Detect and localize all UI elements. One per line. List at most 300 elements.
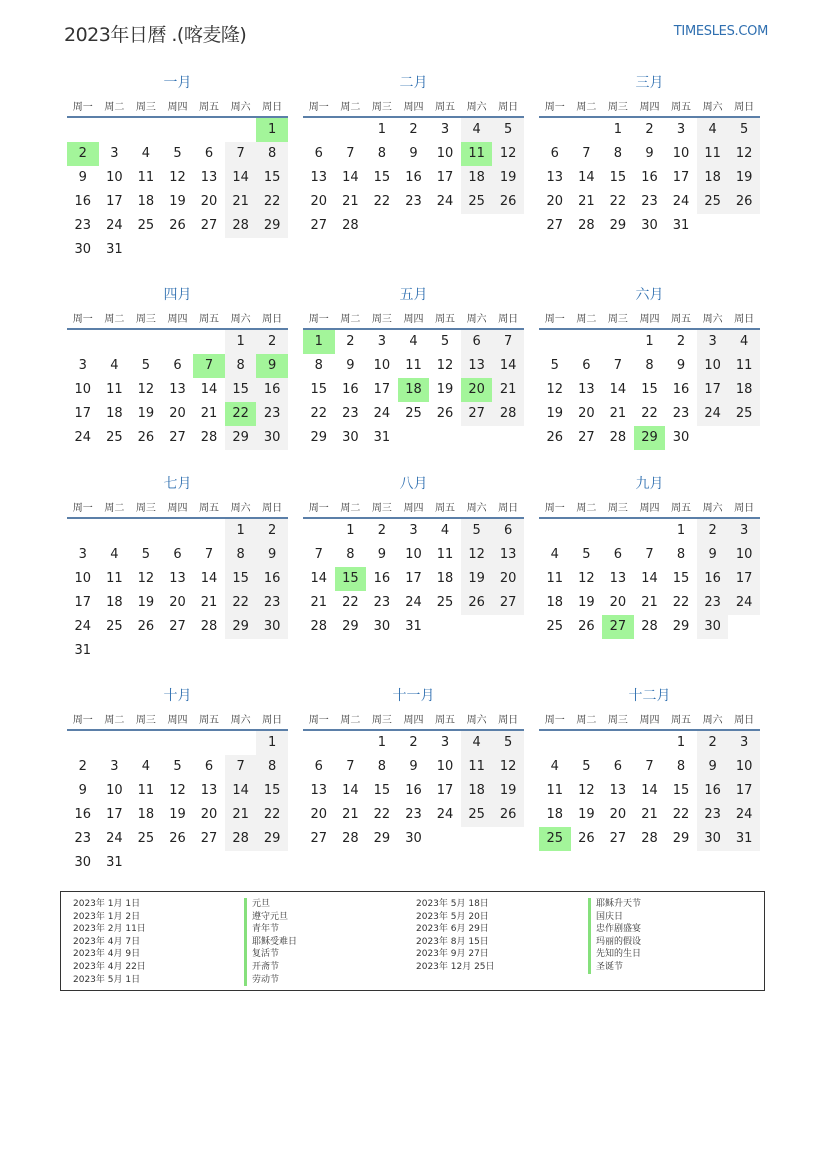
month-block (539, 72, 760, 238)
day-cell: 10 (728, 543, 760, 567)
day-cell: 30 (373, 619, 391, 634)
legend-date: 2023年 4月 22日 (73, 961, 146, 972)
holiday-day-cell: 22 (225, 402, 257, 426)
page-title: 2023年日曆 .(喀麦隆) (64, 24, 247, 46)
weekday-label: 周六 (230, 101, 251, 113)
day-cell: 11 (137, 170, 155, 185)
day-cell: 20 (492, 567, 524, 591)
day-cell: 29 (609, 218, 627, 233)
weekday-label: 周四 (639, 714, 660, 726)
weekday-header (539, 94, 760, 118)
day-cell: 26 (169, 218, 186, 233)
month-name: 十二月 (628, 688, 671, 704)
day-cell: 1 (676, 735, 686, 750)
day-cell: 28 (225, 827, 257, 851)
month-name: 五月 (399, 287, 428, 303)
day-cell: 11 (728, 354, 760, 378)
day-cell: 19 (169, 194, 186, 209)
day-cell: 18 (137, 807, 155, 822)
empty-cell (602, 731, 634, 755)
day-cell: 29 (310, 430, 328, 445)
day-cell: 13 (578, 382, 595, 397)
holiday-day-cell: 29 (634, 426, 666, 450)
day-cell: 11 (106, 382, 123, 397)
day-cell: 4 (141, 759, 151, 774)
legend-holiday-name: 耶稣受难日 (244, 936, 297, 949)
day-cell: 9 (78, 783, 87, 798)
day-cell: 3 (409, 523, 418, 538)
month-name: 九月 (635, 476, 664, 492)
weekday-label: 周四 (167, 714, 188, 726)
day-cell: 15 (256, 166, 288, 190)
day-cell: 10 (405, 547, 422, 562)
day-cell: 12 (728, 142, 760, 166)
day-cell: 4 (550, 759, 559, 774)
day-cell: 30 (405, 831, 422, 846)
day-cell: 9 (377, 547, 387, 562)
day-cell: 26 (546, 430, 564, 445)
legend-dates-col-1 (73, 898, 146, 986)
legend-date: 2023年 5月 1日 (73, 974, 141, 985)
day-cell: 5 (440, 334, 450, 349)
weekday-header (67, 94, 288, 118)
day-cell: 5 (492, 731, 524, 755)
day-cell: 16 (641, 170, 658, 185)
day-cell: 30 (74, 242, 92, 257)
empty-cell (571, 118, 603, 142)
weekday-label: 周五 (671, 502, 692, 514)
day-cell: 3 (78, 358, 87, 373)
day-cell: 10 (436, 146, 454, 161)
day-cell: 4 (461, 118, 493, 142)
day-cell: 11 (405, 358, 422, 373)
legend-holiday-name: 劳动节 (244, 974, 297, 987)
day-cell: 10 (74, 571, 92, 586)
weekday-label: 周一 (544, 101, 565, 113)
empty-cell (162, 330, 194, 354)
day-cell: 16 (405, 170, 422, 185)
day-cell: 14 (342, 170, 359, 185)
day-cell: 14 (609, 382, 627, 397)
empty-cell (634, 731, 666, 755)
day-cell: 2 (78, 759, 87, 774)
weekday-header (539, 495, 760, 519)
day-cell: 23 (697, 803, 729, 827)
day-cell: 21 (225, 190, 257, 214)
day-cell: 1 (645, 334, 654, 349)
day-cell: 11 (461, 755, 493, 779)
day-cell: 20 (200, 194, 218, 209)
day-cell: 15 (225, 567, 257, 591)
weekday-label: 周二 (104, 313, 125, 325)
day-cell: 18 (106, 406, 123, 421)
legend-holiday-name: 耶稣升天节 (588, 898, 641, 911)
day-cell: 8 (225, 354, 257, 378)
day-cell: 5 (728, 118, 760, 142)
day-cell: 6 (461, 330, 493, 354)
day-cell: 13 (492, 543, 524, 567)
day-cell: 21 (200, 406, 218, 421)
day-cell: 28 (342, 218, 359, 233)
empty-cell (99, 731, 131, 755)
empty-cell (99, 118, 131, 142)
empty-cell (602, 330, 634, 354)
weekday-label: 周日 (734, 101, 755, 113)
weekday-header (67, 707, 288, 731)
day-cell: 9 (697, 543, 729, 567)
day-cell: 24 (728, 591, 760, 615)
weekday-header (67, 306, 288, 330)
day-cell: 9 (676, 358, 686, 373)
weekday-label: 周一 (72, 714, 93, 726)
day-cell: 17 (106, 194, 123, 209)
day-cell: 24 (436, 807, 454, 822)
weekday-label: 周日 (262, 101, 283, 113)
weekday-label: 周日 (262, 502, 283, 514)
day-cell: 30 (697, 827, 729, 851)
day-cell: 9 (409, 759, 418, 774)
day-cell: 18 (137, 194, 155, 209)
day-cell: 6 (492, 519, 524, 543)
day-cell: 19 (492, 166, 524, 190)
month-name: 十一月 (392, 688, 435, 704)
month-block (67, 473, 288, 663)
day-cell: 1 (346, 523, 355, 538)
day-cell: 8 (676, 547, 686, 562)
day-cell: 27 (169, 619, 186, 634)
day-cell: 28 (492, 402, 524, 426)
day-cell: 11 (137, 783, 155, 798)
day-cell: 23 (74, 218, 92, 233)
weekday-label: 周四 (639, 313, 660, 325)
day-cell: 25 (436, 595, 454, 610)
empty-cell (571, 330, 603, 354)
day-cell: 31 (373, 430, 391, 445)
weekday-header (67, 495, 288, 519)
day-grid (67, 731, 288, 875)
weekday-label: 周五 (671, 714, 692, 726)
month-name: 十月 (163, 688, 192, 704)
weekday-header (303, 306, 524, 330)
weekday-label: 周二 (340, 313, 361, 325)
day-cell: 7 (645, 759, 654, 774)
month-name: 七月 (163, 476, 192, 492)
empty-cell (539, 330, 571, 354)
day-cell: 13 (609, 571, 627, 586)
day-cell: 22 (609, 194, 627, 209)
weekday-label: 周日 (498, 714, 519, 726)
day-grid (303, 519, 524, 639)
day-cell: 21 (342, 807, 359, 822)
holiday-day-cell: 2 (67, 142, 99, 166)
day-cell: 19 (728, 166, 760, 190)
day-cell: 19 (137, 595, 155, 610)
day-cell: 3 (110, 759, 119, 774)
day-cell: 25 (697, 190, 729, 214)
day-cell: 8 (346, 547, 355, 562)
day-cell: 6 (173, 547, 182, 562)
day-cell: 6 (550, 146, 559, 161)
empty-cell (539, 519, 571, 543)
weekday-label: 周六 (702, 101, 723, 113)
weekday-header (303, 707, 524, 731)
month-block (67, 284, 288, 450)
day-cell: 7 (492, 330, 524, 354)
day-cell: 11 (697, 142, 729, 166)
empty-cell (193, 519, 225, 543)
day-cell: 28 (225, 214, 257, 238)
day-cell: 13 (546, 170, 564, 185)
site-link[interactable]: TIMESLES.COM (673, 24, 768, 39)
day-cell: 20 (609, 807, 627, 822)
day-cell: 3 (78, 547, 87, 562)
day-cell: 25 (461, 190, 493, 214)
day-cell: 21 (609, 406, 627, 421)
day-cell: 10 (106, 783, 123, 798)
day-cell: 24 (436, 194, 454, 209)
day-cell: 28 (578, 218, 595, 233)
day-cell: 3 (110, 146, 119, 161)
day-cell: 24 (728, 803, 760, 827)
weekday-label: 周日 (498, 101, 519, 113)
day-grid (539, 519, 760, 639)
empty-cell (130, 731, 162, 755)
day-cell: 24 (405, 595, 422, 610)
day-cell: 17 (373, 382, 391, 397)
weekday-header (303, 94, 524, 118)
legend-holiday-name: 青年节 (244, 923, 297, 936)
weekday-label: 周四 (639, 101, 660, 113)
weekday-label: 周一 (544, 714, 565, 726)
day-cell: 7 (225, 142, 257, 166)
legend-holiday-name: 先知的生日 (588, 948, 641, 961)
day-cell: 25 (728, 402, 760, 426)
day-cell: 7 (346, 146, 355, 161)
empty-cell (162, 118, 194, 142)
day-cell: 15 (609, 170, 627, 185)
day-cell: 28 (310, 619, 328, 634)
day-cell: 28 (641, 619, 658, 634)
empty-cell (539, 118, 571, 142)
day-cell: 18 (461, 779, 493, 803)
day-cell: 3 (377, 334, 387, 349)
day-cell: 6 (314, 759, 323, 774)
day-cell: 30 (697, 615, 729, 639)
legend-date: 2023年 4月 7日 (73, 936, 141, 947)
weekday-header (539, 707, 760, 731)
legend-holiday-name: 元旦 (244, 898, 297, 911)
legend-date: 2023年 6月 29日 (416, 924, 489, 935)
day-cell: 9 (256, 543, 288, 567)
day-cell: 27 (310, 218, 328, 233)
day-cell: 12 (461, 543, 493, 567)
weekday-label: 周三 (135, 313, 156, 325)
day-cell: 29 (373, 831, 391, 846)
legend-holiday-name: 忠作剧盛宴 (588, 923, 641, 936)
month-name: 二月 (399, 75, 428, 91)
day-cell: 17 (436, 170, 454, 185)
legend-date: 2023年 1月 1日 (73, 899, 141, 909)
day-cell: 8 (676, 759, 686, 774)
weekday-label: 周二 (340, 502, 361, 514)
legend-date: 2023年 4月 9日 (73, 949, 141, 960)
weekday-label: 周三 (607, 101, 628, 113)
weekday-label: 周五 (435, 101, 456, 113)
day-cell: 14 (225, 166, 257, 190)
empty-cell (67, 519, 99, 543)
day-cell: 22 (641, 406, 658, 421)
weekday-label: 周日 (734, 714, 755, 726)
day-cell: 24 (697, 402, 729, 426)
weekday-label: 周五 (199, 313, 220, 325)
day-cell: 23 (373, 595, 391, 610)
weekday-label: 周四 (639, 502, 660, 514)
day-cell: 22 (342, 595, 359, 610)
month-block (539, 284, 760, 450)
weekday-label: 周二 (576, 714, 597, 726)
day-cell: 22 (373, 194, 391, 209)
weekday-label: 周一 (544, 313, 565, 325)
weekday-label: 周四 (167, 101, 188, 113)
day-cell: 16 (405, 783, 422, 798)
weekday-label: 周四 (403, 313, 424, 325)
day-cell: 31 (106, 242, 123, 257)
day-cell: 18 (106, 595, 123, 610)
day-cell: 16 (256, 567, 288, 591)
day-cell: 8 (256, 142, 288, 166)
day-cell: 21 (641, 595, 658, 610)
month-name: 一月 (163, 75, 192, 91)
weekday-label: 周三 (371, 313, 392, 325)
day-cell: 31 (728, 827, 760, 851)
day-cell: 26 (492, 190, 524, 214)
day-cell: 5 (550, 358, 559, 373)
day-cell: 19 (578, 807, 595, 822)
day-cell: 17 (436, 783, 454, 798)
weekday-label: 周二 (104, 502, 125, 514)
day-cell: 27 (461, 402, 493, 426)
weekday-label: 周三 (607, 714, 628, 726)
day-cell: 1 (225, 519, 257, 543)
weekday-label: 周三 (371, 101, 392, 113)
day-cell: 2 (256, 330, 288, 354)
legend-holiday-name: 圣诞节 (588, 961, 641, 974)
weekday-label: 周二 (104, 101, 125, 113)
day-cell: 16 (74, 807, 92, 822)
day-cell: 13 (609, 783, 627, 798)
day-cell: 2 (346, 334, 355, 349)
day-cell: 18 (461, 166, 493, 190)
day-grid (67, 118, 288, 262)
day-cell: 28 (641, 831, 658, 846)
weekday-label: 周二 (104, 714, 125, 726)
month-block (67, 72, 288, 262)
day-cell: 16 (342, 382, 359, 397)
day-grid (67, 330, 288, 450)
day-cell: 15 (310, 382, 328, 397)
day-cell: 30 (256, 615, 288, 639)
day-grid (303, 731, 524, 851)
day-cell: 21 (342, 194, 359, 209)
legend-holiday-name: 国庆日 (588, 911, 641, 924)
day-cell: 11 (436, 547, 454, 562)
day-cell: 24 (672, 194, 690, 209)
day-cell: 9 (78, 170, 87, 185)
day-cell: 29 (256, 214, 288, 238)
day-cell: 2 (645, 122, 654, 137)
day-cell: 16 (697, 567, 729, 591)
legend-names-col-2 (588, 898, 641, 974)
day-cell: 19 (578, 595, 595, 610)
day-cell: 26 (137, 430, 155, 445)
day-cell: 7 (204, 547, 214, 562)
weekday-label: 周六 (466, 101, 487, 113)
weekday-label: 周三 (135, 101, 156, 113)
empty-cell (67, 118, 99, 142)
day-cell: 23 (405, 194, 422, 209)
day-cell: 19 (492, 779, 524, 803)
day-cell: 15 (373, 170, 391, 185)
empty-cell (539, 731, 571, 755)
legend-holiday-name: 复活节 (244, 948, 297, 961)
day-cell: 12 (492, 142, 524, 166)
day-cell: 18 (546, 807, 564, 822)
day-cell: 22 (310, 406, 328, 421)
holiday-day-cell: 20 (461, 378, 493, 402)
day-cell: 23 (672, 406, 690, 421)
day-cell: 4 (461, 731, 493, 755)
holiday-day-cell: 25 (539, 827, 571, 851)
legend-date: 2023年 1月 2日 (73, 911, 141, 922)
day-cell: 8 (377, 146, 387, 161)
day-cell: 25 (137, 831, 155, 846)
day-cell: 21 (578, 194, 595, 209)
weekday-label: 周一 (308, 502, 329, 514)
day-cell: 22 (256, 803, 288, 827)
day-cell: 2 (377, 523, 387, 538)
day-cell: 20 (310, 807, 328, 822)
day-cell: 14 (342, 783, 359, 798)
day-cell: 2 (256, 519, 288, 543)
day-cell: 9 (697, 755, 729, 779)
legend-date: 2023年 12月 25日 (416, 961, 495, 972)
day-cell: 6 (582, 358, 591, 373)
day-cell: 8 (645, 358, 654, 373)
day-cell: 20 (310, 194, 328, 209)
day-cell: 17 (728, 567, 760, 591)
weekday-label: 周六 (466, 714, 487, 726)
day-cell: 14 (578, 170, 595, 185)
day-cell: 21 (310, 595, 328, 610)
day-cell: 22 (225, 591, 257, 615)
day-cell: 4 (728, 330, 760, 354)
day-cell: 3 (440, 122, 450, 137)
day-cell: 5 (141, 358, 151, 373)
day-cell: 31 (106, 855, 123, 870)
day-cell: 23 (74, 831, 92, 846)
weekday-label: 周五 (435, 313, 456, 325)
day-cell: 18 (697, 166, 729, 190)
legend-date: 2023年 5月 18日 (416, 899, 489, 909)
legend-date: 2023年 5月 20日 (416, 911, 489, 922)
day-cell: 3 (728, 519, 760, 543)
day-cell: 2 (697, 519, 729, 543)
weekday-label: 周二 (576, 101, 597, 113)
day-cell: 6 (613, 759, 623, 774)
weekday-label: 周五 (435, 714, 456, 726)
weekday-label: 周二 (576, 313, 597, 325)
day-cell: 4 (110, 547, 119, 562)
